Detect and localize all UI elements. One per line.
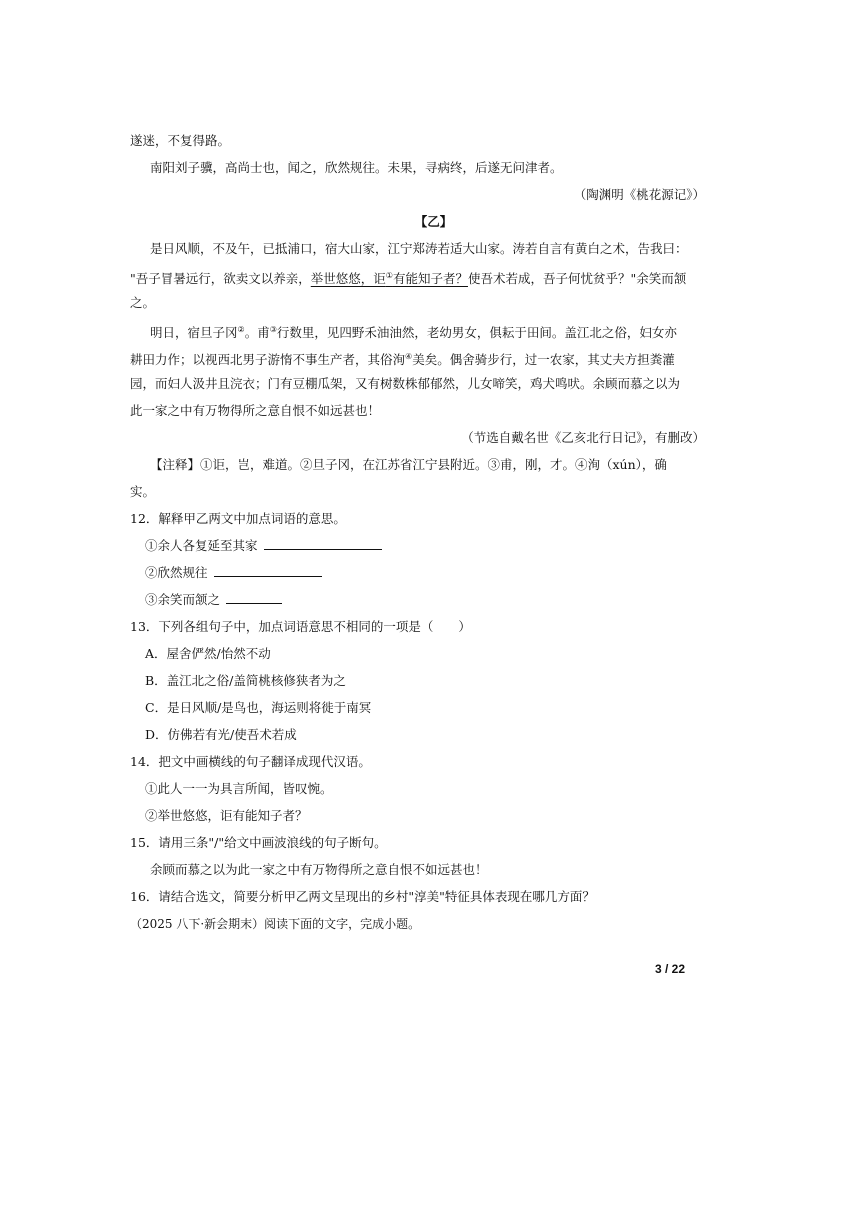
answer-blank[interactable] — [214, 564, 322, 577]
question-14: 14．把文中画横线的句子翻译成现代汉语。 — [130, 754, 371, 769]
text-line: 是日风顺，不及午，已抵浦口，宿大山家，江宁郑涛若适大山家。涛若自言有黄白之术，告我曰： — [150, 241, 688, 256]
annotation-line: 实。 — [130, 484, 156, 499]
question-item: 余顾而慕之以为此一家之中有万物得所之意自恨不如远甚也！ — [150, 862, 488, 877]
text-span: ②欣然规往 — [145, 565, 208, 580]
text-span: 。甫 — [244, 325, 270, 341]
question-item — [145, 564, 322, 582]
text-span: ①余人各复延至其家 — [145, 538, 258, 553]
answer-blank[interactable] — [264, 537, 382, 550]
option-c: C．是日风顺/是鸟也，海运则将徙于南冥 — [145, 700, 372, 715]
question-item: ②举世悠悠，讵有能知子者？ — [145, 808, 308, 823]
text-line: 园，而妇人汲井且浣衣；门有豆棚瓜架，又有树数株郁郁然，儿女啼笑，鸡犬鸣吠。余顾而慕之以为 — [130, 376, 681, 391]
option-d: D．仿佛若有光/使吾术若成 — [145, 727, 297, 742]
source-note: （2025 八下·新会期末）阅读下面的文字，完成小题。 — [130, 917, 421, 931]
text-line: 之。 — [130, 295, 156, 310]
source-citation: （节选自戴名世《乙亥北行日记》，有删改） — [461, 430, 705, 445]
text-span: 有能知子者？ — [392, 271, 468, 287]
text-line — [150, 321, 677, 342]
question-15: 15．请用三条"/"给文中画波浪线的句子断句。 — [130, 835, 387, 850]
underlined-sentence — [311, 271, 468, 286]
text-line: 遂迷，不复得路。 — [130, 133, 231, 148]
text-line: 南阳刘子骥，高尚士也，闻之，欣然规往。未果，寻病终，后遂无问津者。 — [150, 160, 563, 175]
question-item: ①此人一一为具言所闻，皆叹惋。 — [145, 781, 333, 796]
question-item — [145, 537, 382, 555]
text-span: 行数里，见四野禾油油然，老幼男女，俱耘于田间。盖江北之俗，妇女亦 — [276, 325, 677, 341]
footnote-marker: ③ — [269, 325, 277, 334]
answer-blank[interactable] — [226, 591, 282, 604]
option-a: A．屋舍俨然/怡然不动 — [145, 646, 271, 661]
question-16: 16．请结合选文，简要分析甲乙两文呈现出的乡村"淳美"特征具体表现在哪几方面？ — [130, 889, 595, 904]
text-line — [130, 348, 675, 369]
option-b: B．盖江北之俗/盖简桃核修狭者为之 — [145, 673, 346, 688]
text-line: 此一家之中有万物得所之意自恨不如远甚也！ — [130, 403, 381, 418]
section-heading: 【乙】 — [414, 214, 453, 229]
source-citation: （陶渊明《桃花源记》） — [573, 187, 705, 202]
text-span: "吾子冒暑远行，欲卖文以养亲， — [130, 271, 311, 287]
page-number: 3 / 22 — [654, 962, 685, 976]
question-13: 13．下列各组句子中，加点词语意思不相同的一项是（ ） — [130, 619, 471, 634]
footnote-marker: ④ — [405, 352, 413, 361]
question-item — [145, 591, 282, 609]
text-span: 明日，宿旦子冈 — [150, 325, 238, 341]
question-12: 12．解释甲乙两文中加点词语的意思。 — [130, 511, 346, 526]
footnote-marker: ① — [385, 271, 393, 280]
text-span: ③余笑而颔之 — [145, 592, 221, 607]
text-span: 美矣。偶舍骑步行，过一农家，其丈夫方担粪灌 — [412, 352, 675, 368]
text-line — [130, 267, 686, 288]
text-span: 使吾术若成，吾子何忧贫乎？"余笑而颔 — [467, 271, 687, 287]
footnote-marker: ② — [237, 325, 245, 334]
text-span: 举世悠悠，讵 — [310, 271, 386, 287]
annotation-line: 【注释】①讵，岂，难道。②旦子冈，在江苏省江宁县附近。③甫，刚，才。④洵（xún），确 — [150, 457, 667, 472]
text-span: 耕田力作；以视西北男子游惰不事生产者，其俗洵 — [130, 352, 406, 368]
